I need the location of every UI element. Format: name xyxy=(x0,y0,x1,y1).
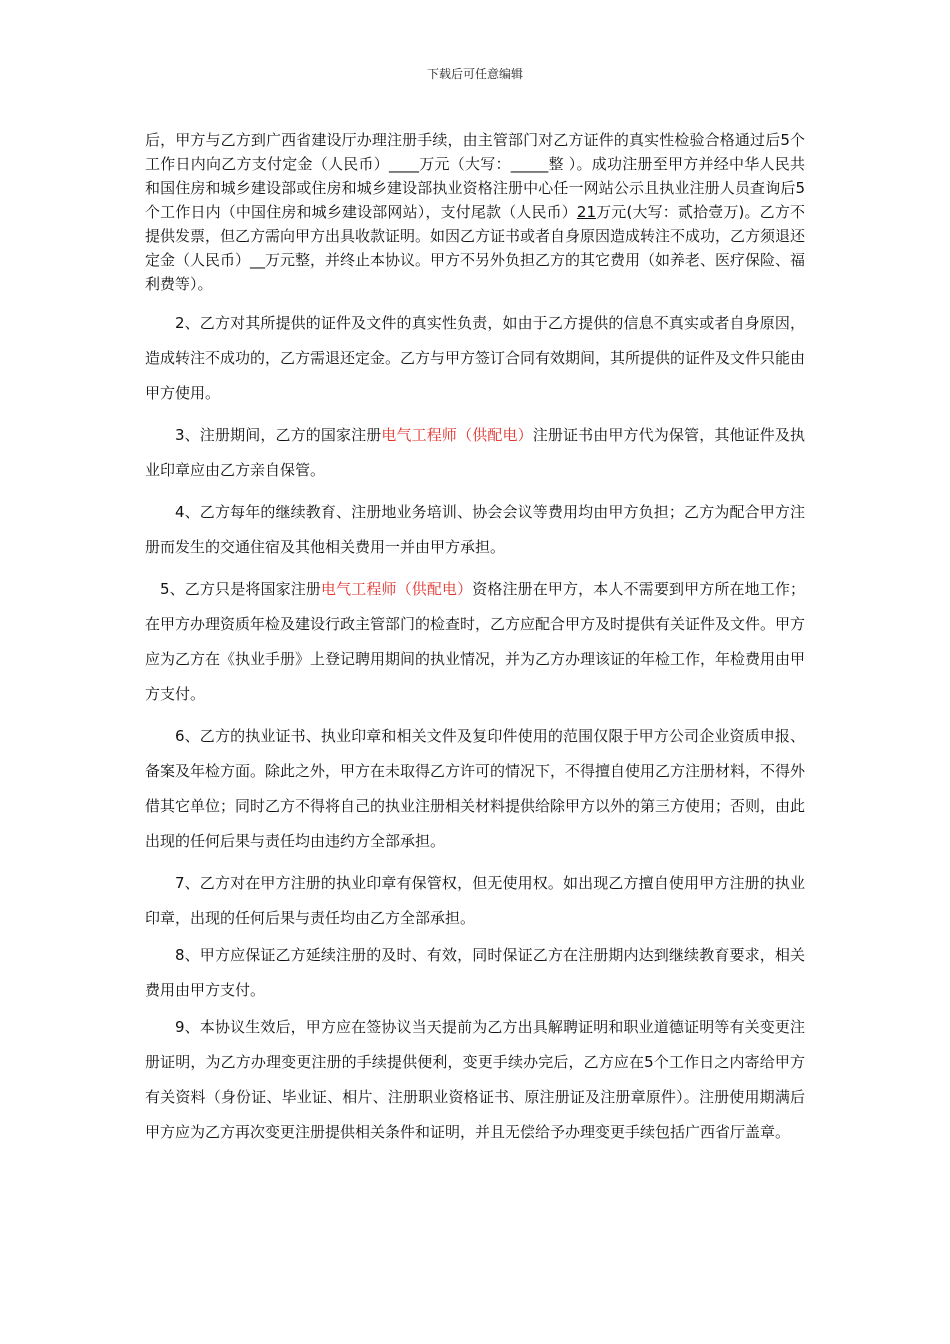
clause-1-continued xyxy=(145,128,805,296)
clause-8: 8、甲方应保证乙方延续注册的及时、有效，同时保证乙方在注册期内达到继续教育要求，相关费用由甲方支付。 xyxy=(145,946,805,999)
page-header: 下载后可任意编辑 xyxy=(426,67,523,81)
clause-5 xyxy=(145,572,805,712)
clause-5-text-b: 资格注册在甲方，本人不需要到甲方所在地工作；在甲方办理资质年检及建设行政主管部门的检查时，乙方应配合甲方及时提供有关证件及文件。甲方应为乙方在《执业手册》上登记聘用期间的执业情况，并为乙方办理该证的年检工作，年检费用由甲方支付。 xyxy=(145,580,806,703)
clause-3-text-b: 注册证书由甲方代为保管，其他证件及执业印章应由乙方亲自保管。 xyxy=(145,426,805,479)
clause-3-text-a: 3、注册期间，乙方的国家注册 xyxy=(175,426,382,444)
document-body xyxy=(145,128,805,1157)
clause-3 xyxy=(145,418,805,488)
clause-1-text-a: 后，甲方与乙方到广西省建设厅办理注册手续，由主管部门对乙方证件的真实性检验合格通过后5个工作日内向乙方支付定金（人民币）____万元（大写：_____整 ）。成功注册至甲方并经中华人民共和国住房和城乡建设部或住房和城乡建设部执业资格注册中心任一网站公示且执业注册人员查询后5个工作日内（中国住房和城乡建设部网站），支付尾款（人民币） xyxy=(145,131,805,221)
clause-5-text-a: 5、乙方只是将国家注册 xyxy=(160,580,321,598)
clause-4: 4、乙方每年的继续教育、注册地业务培训、协会会议等费用均由甲方负担；乙方为配合甲方注册而发生的交通住宿及其他相关费用一并由甲方承担。 xyxy=(145,503,805,556)
engineer-type-highlight: 电气工程师（供配电） xyxy=(381,426,533,444)
clause-2: 2、乙方对其所提供的证件及文件的真实性负责，如由于乙方提供的信息不真实或者自身原因，造成转注不成功的，乙方需退还定金。乙方与甲方签订合同有效期间，其所提供的证件及文件只能由甲方使用。 xyxy=(145,314,806,402)
clause-6: 6、乙方的执业证书、执业印章和相关文件及复印件使用的范围仅限于甲方公司企业资质申报、备案及年检方面。除此之外，甲方在未取得乙方许可的情况下，不得擅自使用乙方注册材料，不得外借其它单位；同时乙方不得将自己的执业注册相关材料提供给除甲方以外的第三方使用；否则，由此出现的任何后果与责任均由违约方全部承担。 xyxy=(145,727,806,850)
clause-7: 7、乙方对在甲方注册的执业印章有保管权，但无使用权。如出现乙方擅自使用甲方注册的执业印章，出现的任何后果与责任均由乙方全部承担。 xyxy=(145,874,805,927)
engineer-type-highlight: 电气工程师（供配电） xyxy=(320,580,473,598)
clause-1-text-b: 万元(大写：贰拾壹万)。乙方不提供发票，但乙方需向甲方出具收款证明。如因乙方证书或者自身原因造成转注不成功，乙方须退还定金（人民币）__万元整，并终止本协议。甲方不另外负担乙方的其它费用（如养老、医疗保险、福利费等）。 xyxy=(145,203,806,293)
clause-9: 9、本协议生效后，甲方应在签协议当天提前为乙方出具解聘证明和职业道德证明等有关变更注册证明，为乙方办理变更注册的手续提供便利，变更手续办完后，乙方应在5个工作日之内寄给甲方有关资料（身份证、毕业证、相片、注册职业资格证书、原注册证及注册章原件）。注册使用期满后甲方应为乙方再次变更注册提供相关条件和证明，并且无偿给予办理变更手续包括广西省厅盖章。 xyxy=(145,1018,805,1141)
final-payment-amount: 21 xyxy=(576,203,596,221)
